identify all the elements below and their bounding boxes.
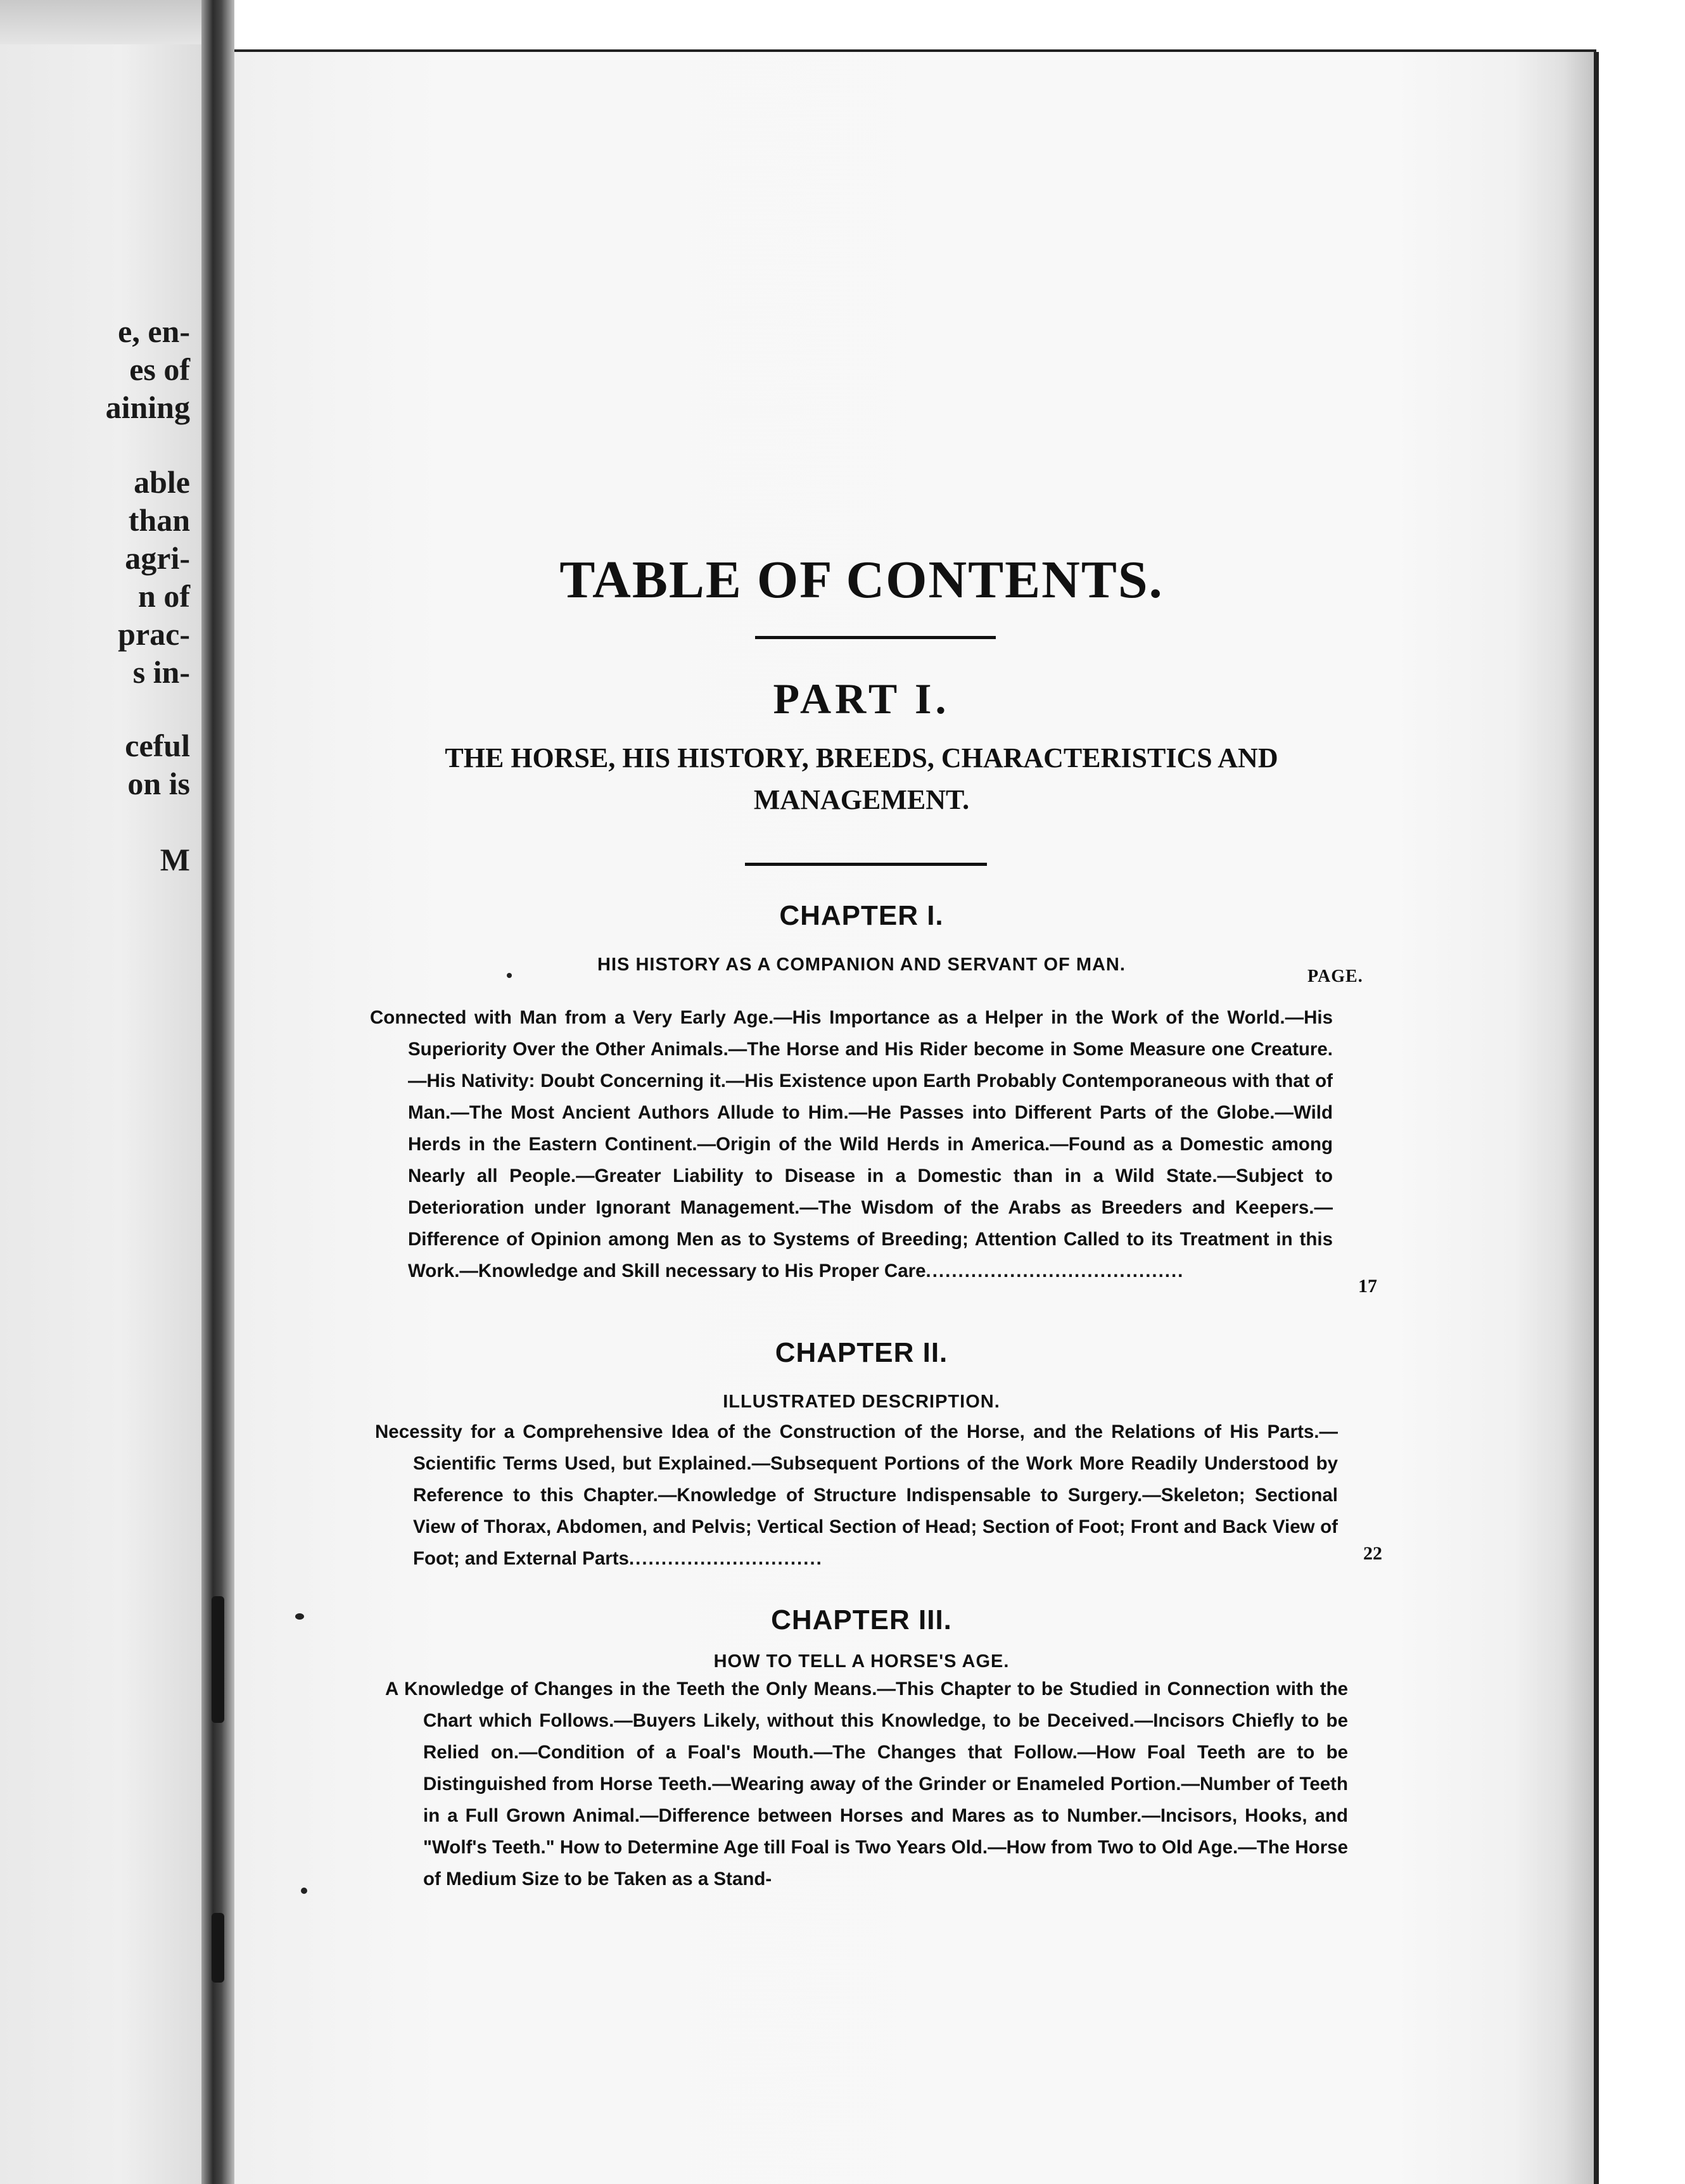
previous-page-line: n of [138, 578, 190, 614]
toc-title: TABLE OF CONTENTS. [559, 550, 1164, 609]
binding-thread [212, 1913, 224, 1983]
summary-text [385, 1673, 1348, 1895]
part-subtitle: THE HORSE, HIS HISTORY, BREEDS, CHARACTERISTICS AND MANAGEMENT. [445, 742, 1278, 815]
previous-page-line: s in- [132, 654, 190, 690]
summary-body: Connected with Man from a Very Early Age.—His Importance as a Helper in the Work of the World.—His Superiority Over the Other Animals.—The Horse and His Rider become in Some Measure one Creature.—His Nativity: Doubt Concerning it.—His Existence upon Earth Probably Contemporaneous with that of Man.—The Most Ancient Authors Allude to Him.—He Passes into Different Parts of the Globe.—Wild Herds in the Eastern Continent.—Origin of the Wild Herds in America.—Found as a Domestic among Nearly all People.—Greater Liability to Disease in a Domestic than in a Wild State.—Subject to Deterioration under Ignorant Management.—The Wisdom of the Arabs as Breeders and Keepers.—Difference of Opinion among Men as to Systems of Breeding; Attention Called to its Treatment in this Work.—Knowledge and Skill necessary to His Proper Care [370, 1007, 1333, 1281]
page-top-edge-line [234, 49, 1596, 52]
chapter-subtitle: HIS HISTORY AS A COMPANION AND SERVANT OF MAN. [597, 955, 1126, 975]
chapter-subtitle: HOW TO TELL A HORSE'S AGE. [713, 1651, 1010, 1672]
page-top-margin [234, 0, 1685, 49]
previous-page-line: on is [127, 766, 190, 801]
summary-text [375, 1416, 1338, 1575]
summary-body: Necessity for a Comprehensive Idea of the Construction of the Horse, and the Relations of His Parts.—Scientific Terms Used, but Explained.—Subsequent Portions of the Work More Readily Understood by Reference to this Chapter.—Knowledge of Structure Indispensable to Surgery.—Skeleton; Sectional View of Thorax, Abdomen, and Pelvis; Vertical Section of Head; Section of Foot; Front and Back View of Foot; and External Parts [375, 1421, 1338, 1569]
page-column-label: PAGE. [1307, 967, 1363, 986]
chapter-heading: CHAPTER III. [771, 1604, 952, 1635]
chapter-summary [370, 1002, 1333, 1287]
previous-page-line: than [128, 502, 190, 538]
previous-page-top-edge [0, 0, 201, 44]
chapter-summary [375, 1416, 1338, 1575]
summary-body: A Knowledge of Changes in the Teeth the Only Means.—This Chapter to be Studied in Connection with the Chart which Follows.—Buyers Likely, without this Knowledge, to be Deceived.—Incisors Chiefly to be Relied on.—Condition of a Foal's Mouth.—The Changes that Follow.—How Foal Teeth are to be Distinguished from Horse Teeth.—Wearing away of the Grinder or Enameled Portion.—Number of Teeth in a Full Grown Animal.—Difference between Horses and Mares as to Number.—Incisors, Hooks, and "Wolf's Teeth." How to Determine Age till Foal is Two Years Old.—How from Two to Old Age.—The Horse of Medium Size to be Taken as a Stand- [385, 1679, 1348, 1889]
binding-thread [212, 1596, 224, 1723]
chapter-subtitle: ILLUSTRATED DESCRIPTION. [723, 1392, 1000, 1412]
chapter-heading: CHAPTER I. [779, 900, 944, 931]
previous-page-line: es of [129, 352, 190, 387]
previous-page-line: able [134, 464, 190, 500]
title-rule [755, 636, 996, 639]
chapter-page-number: 22 [1363, 1543, 1382, 1564]
chapter-summary [385, 1673, 1348, 1895]
previous-page [0, 0, 201, 2184]
dot-leader: ........................................ [925, 1260, 1185, 1281]
previous-page-line: M [160, 842, 190, 877]
previous-page-line: ceful [125, 728, 190, 763]
part-rule [745, 863, 987, 866]
print-speck [301, 1888, 307, 1894]
previous-page-line: agri- [125, 540, 190, 576]
summary-text [370, 1002, 1333, 1287]
page-edge-line [1594, 52, 1599, 2184]
chapter-page-number: 17 [1358, 1276, 1377, 1297]
previous-page-line: prac- [118, 616, 190, 652]
dot-leader: .............................. [628, 1548, 823, 1569]
book-gutter [201, 0, 234, 2184]
page-edge-shadow [1514, 49, 1596, 2184]
previous-page-line: aining [105, 390, 190, 425]
part-heading: PART I. [773, 675, 950, 723]
chapter-heading: CHAPTER II. [775, 1337, 948, 1368]
print-speck [295, 1613, 304, 1620]
previous-page-line: e, en- [118, 314, 190, 349]
